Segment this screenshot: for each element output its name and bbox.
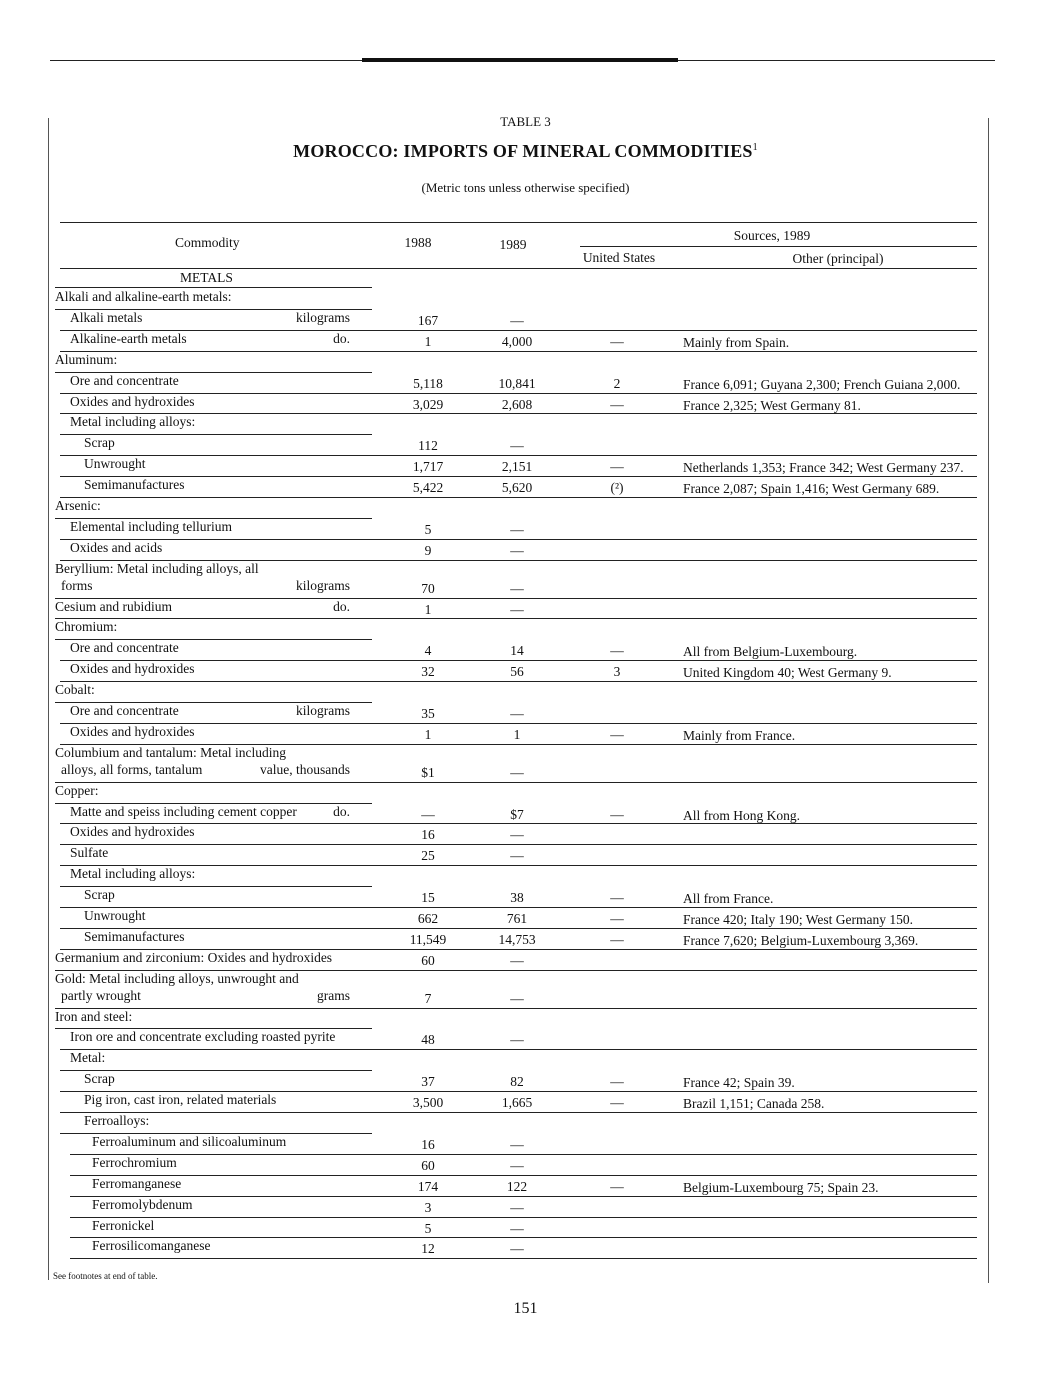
row-label: Pig iron, cast iron, related materials (84, 1092, 277, 1108)
row-label-continued: partly wrought (61, 987, 141, 1003)
row-rule (60, 1112, 977, 1113)
value-1988: 3,029 (412, 396, 444, 412)
header-bottom-rule (60, 268, 977, 269)
value-other-sources: All from Belgium-Luxembourg. (683, 644, 858, 660)
value-1989: — (510, 848, 524, 864)
value-1989: 2,608 (501, 396, 533, 412)
row-label: Ferroaluminum and silicoaluminum (92, 1133, 287, 1149)
row-label: Unwrought (84, 908, 146, 923)
col-header-1989: 1989 (499, 237, 527, 252)
value-1988: 16 (421, 827, 435, 843)
row-label: Cobalt: (55, 682, 95, 698)
value-1989: 38 (510, 890, 524, 906)
value-united-states: — (610, 333, 624, 349)
value-other-sources: All from Hong Kong. (683, 807, 800, 823)
row-label: Ferromolybdenum (92, 1196, 193, 1212)
value-1988: 1,717 (412, 459, 444, 475)
value-other-sources: France 2,325; West Germany 81. (683, 397, 861, 413)
row-label: Ferronickel (92, 1217, 155, 1233)
value-1989: — (510, 521, 524, 537)
value-united-states: — (610, 1095, 624, 1111)
row-rule (70, 1196, 977, 1197)
value-other-sources: France 42; Spain 39. (683, 1075, 795, 1091)
value-1988: — (421, 806, 435, 822)
row-rule (70, 1175, 977, 1176)
value-1989: 1,665 (501, 1095, 533, 1111)
row-label: Scrap (84, 1071, 115, 1087)
header-top-rule (60, 222, 977, 223)
row-rule (60, 393, 977, 394)
value-other-sources: United Kingdom 40; West Germany 9. (683, 665, 892, 681)
value-1988: 25 (421, 848, 435, 864)
value-1988: 16 (421, 1136, 435, 1152)
value-united-states: — (610, 459, 624, 475)
row-label: Scrap (84, 887, 115, 903)
value-1988: 9 (424, 542, 432, 558)
left-margin-line (48, 118, 49, 1280)
value-1988: 15 (421, 890, 435, 906)
value-united-states: — (610, 1074, 624, 1090)
row-unit: do. (333, 803, 350, 819)
row-label: Oxides and hydroxides (70, 824, 195, 840)
value-1988: 11,549 (409, 931, 447, 947)
row-rule (70, 1154, 977, 1155)
value-1989: 10,841 (498, 375, 536, 391)
row-unit: do. (333, 330, 350, 346)
right-margin-line (988, 118, 989, 1283)
value-1989: — (510, 438, 524, 454)
value-1989: — (510, 1220, 524, 1236)
row-rule (60, 723, 977, 724)
value-1989: — (510, 601, 524, 617)
row-unit: kilograms (296, 577, 350, 593)
row-label: Iron ore and concentrate excluding roasted pyrite (70, 1029, 336, 1045)
row-rule (55, 618, 977, 619)
value-1988: 174 (417, 1178, 439, 1194)
row-label: Metal including alloys: (70, 866, 196, 882)
value-1989: — (510, 1157, 524, 1173)
row-unit: do. (333, 598, 350, 614)
row-unit: kilograms (296, 703, 350, 718)
row-label: Ferromanganese (92, 1175, 182, 1191)
row-label: Arsenic: (55, 498, 101, 513)
row-label: Cesium and rubidium (55, 598, 172, 614)
row-label: Ore and concentrate (70, 640, 179, 656)
row-label: Beryllium: Metal including alloys, all (55, 560, 259, 576)
value-1989: — (510, 952, 524, 968)
value-1989: 2,151 (501, 459, 533, 475)
row-label: Oxides and hydroxides (70, 393, 195, 409)
value-1989: 14 (510, 643, 524, 659)
table-subtitle: (Metric tons unless otherwise specified) (421, 180, 630, 195)
value-1989: — (510, 706, 524, 721)
value-1988: 662 (417, 911, 439, 926)
value-1989: — (510, 580, 524, 596)
value-1988: 3,500 (412, 1095, 444, 1111)
value-1989: — (510, 312, 524, 328)
row-rule (60, 865, 977, 866)
row-rule (70, 1217, 977, 1218)
value-united-states: — (610, 396, 624, 412)
value-1989: $7 (510, 806, 524, 822)
row-label: Columbium and tantalum: Metal including (55, 744, 286, 760)
value-1989: 56 (510, 664, 524, 680)
row-unit: value, thousands (260, 761, 350, 777)
value-1989: — (510, 1032, 524, 1048)
section-rule (55, 287, 372, 288)
row-label: Ferrosilicomanganese (92, 1238, 211, 1254)
value-other-sources: All from France. (683, 891, 774, 907)
value-other-sources: Belgium-Luxembourg 75; Spain 23. (683, 1179, 879, 1195)
row-rule (60, 844, 977, 845)
value-1988: 70 (421, 580, 435, 596)
value-1989: — (510, 764, 524, 780)
value-1989: 82 (510, 1074, 524, 1090)
row-label: Oxides and hydroxides (70, 723, 195, 739)
value-1988: 112 (418, 438, 438, 454)
value-1989: — (510, 990, 524, 1006)
row-rule (60, 497, 977, 498)
value-united-states: 2 (613, 375, 621, 391)
row-rule (60, 823, 977, 824)
col-header-other: Other (principal) (792, 251, 884, 266)
row-label: Matte and speiss including cement copper (70, 803, 297, 819)
row-label-continued: alloys, all forms, tantalum (61, 761, 203, 777)
row-label: Ore and concentrate (70, 703, 179, 718)
value-1989: — (510, 827, 524, 843)
value-other-sources: France 2,087; Spain 1,416; West Germany 689. (683, 481, 940, 497)
col-header-united-states: United States (582, 250, 656, 265)
value-1988: 5 (424, 1220, 432, 1236)
table-title-text: MOROCCO: IMPORTS OF MINERAL COMMODITIES (293, 141, 753, 161)
value-1988: 12 (421, 1241, 435, 1257)
table-label: TABLE 3 (500, 114, 551, 129)
value-1988: 60 (421, 1157, 435, 1173)
sources-under-rule (580, 246, 977, 247)
row-label: Oxides and acids (70, 539, 163, 555)
value-united-states: (²) (610, 480, 624, 496)
value-1989: 122 (506, 1178, 528, 1194)
row-label: Ferrochromium (92, 1154, 177, 1170)
footnote: See footnotes at end of table. (53, 1271, 158, 1281)
value-other-sources: Netherlands 1,353; France 342; West Germany 237. (683, 460, 964, 476)
value-united-states: — (610, 806, 624, 822)
row-label-continued: forms (61, 577, 93, 593)
section-heading-metals: METALS (180, 270, 233, 285)
value-other-sources: France 420; Italy 190; West Germany 150. (683, 912, 913, 927)
value-1988: 60 (421, 952, 435, 968)
value-other-sources: France 6,091; Guyana 2,300; French Guiana 2,000. (683, 376, 961, 392)
row-label: Semimanufactures (84, 477, 185, 493)
top-rule-accent (362, 58, 678, 62)
row-label: Copper: (55, 782, 99, 798)
row-rule (55, 782, 977, 783)
value-1989: — (510, 1199, 524, 1215)
value-united-states: — (610, 911, 624, 926)
value-1989: — (510, 542, 524, 558)
row-label: Iron and steel: (55, 1008, 133, 1024)
row-rule (60, 455, 977, 456)
value-1988: 167 (417, 312, 439, 328)
row-label: Metal including alloys: (70, 414, 196, 430)
value-1988: 5 (424, 521, 432, 537)
value-1989: 4,000 (501, 333, 533, 349)
value-1988: 1 (424, 601, 432, 617)
col-header-sources: Sources, 1989 (733, 228, 811, 243)
value-united-states: — (610, 726, 624, 742)
row-rule (60, 539, 977, 540)
row-unit: grams (317, 987, 350, 1003)
page-number: 151 (513, 1300, 538, 1317)
row-label: Ore and concentrate (70, 372, 179, 388)
value-1988: 3 (424, 1199, 432, 1215)
row-rule (60, 351, 977, 352)
row-rule (60, 928, 977, 929)
value-1988: 35 (421, 706, 435, 721)
value-united-states: — (610, 643, 624, 659)
row-label: Aluminum: (55, 351, 118, 367)
value-other-sources: Mainly from Spain. (683, 334, 790, 350)
value-1988: 37 (421, 1074, 435, 1090)
value-other-sources: Brazil 1,151; Canada 258. (683, 1096, 825, 1112)
col-header-commodity: Commodity (175, 235, 240, 250)
row-label: Alkali and alkaline-earth metals: (55, 289, 232, 304)
title-footnote-marker: 1 (752, 142, 758, 153)
row-rule (60, 413, 977, 414)
row-label: Semimanufactures (84, 928, 185, 944)
row-rule (60, 681, 977, 682)
value-1989: — (510, 1136, 524, 1152)
row-label: Ferroalloys: (84, 1113, 150, 1128)
row-rule (60, 907, 977, 908)
value-other-sources: France 7,620; Belgium-Luxembourg 3,369. (683, 932, 919, 948)
row-label: Scrap (84, 435, 115, 451)
value-united-states: 3 (613, 664, 621, 680)
row-label: Germanium and zirconium: Oxides and hydroxides (55, 949, 333, 965)
value-1988: 4 (424, 643, 432, 659)
row-label: Elemental including tellurium (70, 518, 232, 534)
row-unit: kilograms (296, 309, 350, 325)
value-1988: 32 (421, 664, 435, 680)
value-1989: 1 (513, 726, 521, 742)
value-1989: 14,753 (498, 931, 536, 947)
row-label: Gold: Metal including alloys, unwrought and (55, 970, 299, 986)
value-1988: $1 (421, 764, 435, 780)
row-rule (60, 1049, 977, 1050)
value-1989: — (510, 1241, 524, 1257)
value-united-states: — (610, 1178, 624, 1194)
value-1988: 5,118 (413, 375, 443, 391)
row-rule (55, 598, 977, 599)
row-rule (70, 1258, 977, 1259)
row-label: Oxides and hydroxides (70, 661, 195, 677)
row-label: Alkaline-earth metals (70, 330, 187, 346)
row-rule (60, 476, 977, 477)
value-1988: 1 (424, 333, 432, 349)
value-1988: 5,422 (412, 480, 444, 496)
value-1988: 1 (424, 726, 432, 742)
value-united-states: — (610, 931, 624, 947)
value-1988: 7 (424, 990, 432, 1006)
row-label: Unwrought (84, 456, 146, 472)
row-label: Alkali metals (70, 309, 143, 325)
value-1988: 48 (421, 1032, 435, 1048)
row-rule (60, 330, 977, 331)
value-other-sources: Mainly from France. (683, 727, 796, 743)
value-1989: 5,620 (501, 480, 533, 496)
table-title (0, 141, 1051, 162)
row-label: Sulfate (70, 845, 109, 861)
row-rule (55, 1008, 977, 1009)
value-united-states: — (610, 890, 624, 906)
row-label: Metal: (70, 1050, 106, 1066)
col-header-1988: 1988 (404, 235, 432, 250)
row-label: Chromium: (55, 619, 118, 635)
value-1989: 761 (506, 911, 528, 926)
row-rule (60, 660, 977, 661)
